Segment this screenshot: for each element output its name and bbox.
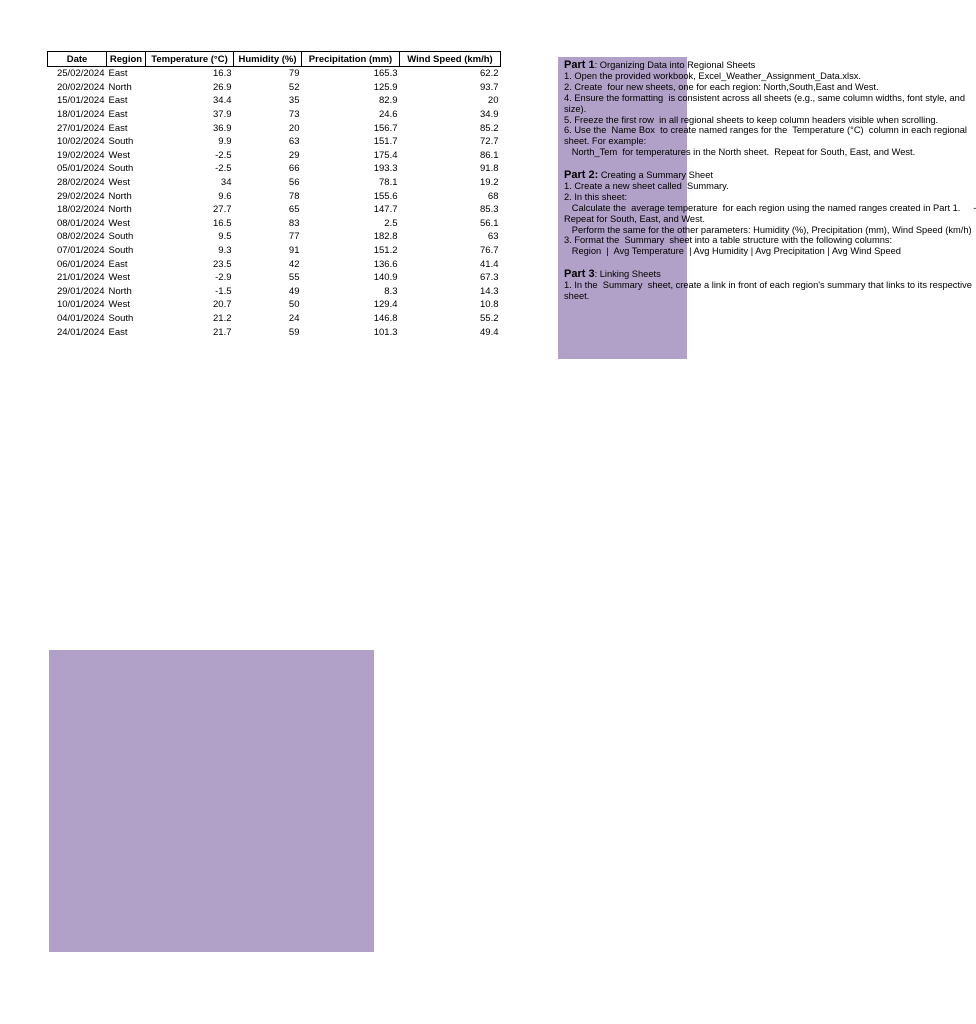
table-cell: 175.4 — [373, 149, 398, 161]
table-cell: 21.7 — [213, 326, 232, 338]
table-cell: 27/01/2024 — [56, 122, 105, 134]
table-header — [48, 52, 501, 67]
table-cell: 10/01/2024 — [56, 299, 105, 311]
right-part1-heading-label: Part 1 — [564, 59, 595, 71]
table-cell: 34.4 — [213, 95, 232, 107]
table-cell: 85.3 — [480, 204, 499, 216]
table-cell: 82.9 — [379, 95, 398, 107]
table-cell: 9.5 — [218, 231, 232, 243]
table-cell: 91.8 — [480, 163, 499, 175]
table-cell: 146.8 — [373, 312, 398, 324]
column-header: Wind Speed (km/h) — [400, 52, 501, 67]
instruction-line: 2. In this sheet: — [564, 191, 628, 202]
table-cell: 25/02/2024 — [56, 68, 105, 80]
table-cell: 151.2 — [373, 245, 398, 257]
table-cell: 49 — [288, 285, 300, 297]
table-cell: 85.2 — [480, 122, 499, 134]
table-cell: 52 — [288, 81, 300, 93]
right-part2-heading — [564, 169, 976, 181]
instruction-line: Perform the same for the other parameters: Humidity (%), Precipitation (mm), Wind Speed (km/h) — [564, 224, 972, 235]
table-cell: 182.8 — [373, 231, 398, 243]
right-part1-heading — [564, 59, 976, 71]
column-header: Region — [107, 52, 146, 67]
spacer — [564, 257, 976, 268]
table-cell: East — [108, 68, 128, 80]
table-cell: East — [108, 122, 128, 134]
right-part3-heading-title: : Linking Sheets — [594, 269, 661, 280]
table-cell: 20 — [288, 122, 300, 134]
table-row — [48, 244, 501, 258]
table-cell: 78.1 — [379, 177, 398, 189]
table-cell: South — [108, 136, 134, 148]
table-cell: 125.9 — [373, 81, 398, 93]
table-cell: -1.5 — [215, 285, 232, 297]
table-cell: 65 — [288, 204, 300, 216]
table-cell: 83 — [288, 217, 300, 229]
table-cell: South — [108, 163, 134, 175]
table-cell: 19/02/2024 — [56, 149, 105, 161]
table-cell: 193.3 — [373, 163, 398, 175]
table-cell: 36.9 — [213, 122, 232, 134]
table-cell: 78 — [288, 190, 300, 202]
instruction-line: 4. Ensure the formatting is consistent across all sheets (e.g., same column widths, font style, and — [564, 92, 965, 103]
table-cell: 59 — [288, 326, 300, 338]
table-cell: 41.4 — [480, 258, 499, 270]
table-row — [48, 81, 501, 95]
table-cell: West — [108, 177, 130, 189]
table-cell: 56 — [288, 177, 300, 189]
table-cell: West — [108, 217, 130, 229]
table-cell: 21.2 — [213, 312, 232, 324]
instructions-panel-right — [558, 57, 976, 359]
table-cell: 18/02/2024 — [56, 204, 105, 216]
table-row — [48, 176, 501, 190]
instruction-line: size). — [564, 103, 587, 114]
table-cell: 28/02/2024 — [56, 177, 105, 189]
table-row — [48, 203, 501, 217]
instruction-line: 1. Open the provided workbook, Excel_Weather_Assignment_Data.xlsx. — [564, 71, 861, 81]
instruction-line: sheet. — [564, 291, 590, 302]
instruction-line: 3. Format the Summary sheet into a table structure with the following columns: — [564, 235, 893, 246]
table-cell: 16.5 — [213, 217, 232, 229]
table-cell: 21/01/2024 — [56, 272, 105, 284]
table-cell: 73 — [288, 109, 300, 121]
right-part3-heading — [564, 268, 976, 280]
table-cell: East — [108, 95, 128, 107]
table-cell: 62.2 — [480, 68, 499, 80]
table-cell: 50 — [288, 299, 300, 311]
table-cell: 9.6 — [218, 190, 232, 202]
table-cell: West — [108, 149, 130, 161]
table-cell: 67.3 — [480, 272, 499, 284]
table-cell: 147.7 — [373, 204, 398, 216]
table-cell: 55 — [288, 272, 300, 284]
table-cell: 29 — [288, 149, 300, 161]
table-cell: 34 — [220, 177, 232, 189]
table-cell: North — [108, 204, 132, 216]
table-cell: East — [108, 258, 128, 270]
table-cell: 35 — [288, 95, 300, 107]
table-cell: 06/01/2024 — [56, 258, 105, 270]
table-cell: 79 — [288, 68, 300, 80]
right-part2-heading-label: Part 2: — [564, 169, 599, 182]
table-cell: 29/01/2024 — [56, 285, 105, 297]
table-cell: 10/02/2024 — [56, 136, 105, 148]
table-cell: 34.9 — [480, 109, 499, 121]
column-header: Date — [48, 52, 107, 67]
table-cell: 8.3 — [384, 285, 398, 297]
instructions-panel-bottom — [49, 650, 374, 952]
table-cell: 91 — [288, 245, 300, 257]
instruction-line: 6. Use the Name Box to create named ranges for the Temperature (°C) column in each regional — [564, 125, 967, 136]
table-cell: 86.1 — [480, 149, 499, 161]
table-cell: 76.7 — [480, 245, 499, 257]
instruction-line: sheet. For example: — [564, 136, 647, 147]
table-cell: 24/01/2024 — [56, 326, 105, 338]
table-cell: 14.3 — [480, 285, 499, 297]
table-cell: 24.6 — [379, 109, 398, 121]
table-row — [48, 162, 501, 176]
right-part2-heading-title: Creating a Summary Sheet — [598, 170, 713, 181]
table-cell: East — [108, 326, 128, 338]
table-cell: 68 — [487, 190, 499, 202]
table-cell: 55.2 — [480, 312, 499, 324]
table-cell: 56.1 — [480, 217, 499, 229]
table-row — [48, 285, 501, 299]
table-row — [48, 121, 501, 135]
table-cell: 23.5 — [213, 258, 232, 270]
right-part1-heading-title: : Organizing Data into Regional Sheets — [594, 60, 756, 70]
table-cell: East — [108, 109, 128, 121]
table-row — [48, 94, 501, 108]
table-cell: 136.6 — [373, 258, 398, 270]
table-cell: South — [108, 245, 134, 257]
column-header: Precipitation (mm) — [302, 52, 400, 67]
table-cell: 05/01/2024 — [56, 163, 105, 175]
table-row — [48, 108, 501, 122]
table-body — [48, 67, 501, 339]
instruction-line: Calculate the average temperature for each region using the named ranges created in Part 1. - — [564, 202, 976, 213]
table-cell: 20.7 — [213, 299, 232, 311]
table-cell: -2.5 — [215, 149, 232, 161]
table-cell: 151.7 — [373, 136, 398, 148]
table-row — [48, 67, 501, 81]
table-cell: 42 — [288, 258, 300, 270]
table-cell: 16.3 — [213, 68, 232, 80]
instruction-line: 1. In the Summary sheet, create a link in front of each region's summary that links to its respective — [564, 280, 972, 291]
instruction-line: North_Tem for temperatures in the North sheet. Repeat for South, East, and West. — [564, 147, 916, 158]
table-cell: 72.7 — [480, 136, 499, 148]
table-cell: 93.7 — [480, 81, 499, 93]
table-cell: 18/01/2024 — [56, 109, 105, 121]
table-cell: 9.9 — [218, 136, 232, 148]
table-cell: 20/02/2024 — [56, 81, 105, 93]
table-cell: 66 — [288, 163, 300, 175]
table-cell: 63 — [288, 136, 300, 148]
column-header: Humidity (%) — [234, 52, 302, 67]
table-cell: 49.4 — [480, 326, 499, 338]
instruction-line: Repeat for South, East, and West. — [564, 213, 705, 224]
column-header: Temperature (°C) — [146, 52, 234, 67]
instruction-line: 1. Create a new sheet called Summary. — [564, 181, 729, 192]
table-row — [48, 298, 501, 312]
table-row — [48, 149, 501, 163]
table-cell: 165.3 — [373, 68, 398, 80]
table-row — [48, 135, 501, 149]
instruction-line: 2. Create four new sheets, one for each region: North,South,East and West. — [564, 81, 879, 92]
table-cell: 156.7 — [373, 122, 398, 134]
table-cell: 08/01/2024 — [56, 217, 105, 229]
table-cell: 27.7 — [213, 204, 232, 216]
table-cell: 07/01/2024 — [56, 245, 105, 257]
instruction-line: Region | Avg Temperature | Avg Humidity | Avg Precipitation | Avg Wind Speed — [564, 246, 901, 257]
table-cell: 15/01/2024 — [56, 95, 105, 107]
table-cell: 08/02/2024 — [56, 231, 105, 243]
table-cell: 101.3 — [373, 326, 398, 338]
table-cell: 26.9 — [213, 81, 232, 93]
table-cell: 9.3 — [218, 245, 232, 257]
table-cell: 155.6 — [373, 190, 398, 202]
table-row — [48, 217, 501, 231]
table-cell: 19.2 — [480, 177, 499, 189]
table-cell: -2.5 — [215, 163, 232, 175]
table-cell: 37.9 — [213, 109, 232, 121]
table-cell: 2.5 — [384, 217, 398, 229]
table-cell: 24 — [288, 312, 300, 324]
table-cell: 129.4 — [373, 299, 398, 311]
right-part3-heading-label: Part 3 — [564, 268, 595, 281]
table-row — [48, 312, 501, 326]
table-cell: North — [108, 190, 132, 202]
table-cell: North — [108, 285, 132, 297]
table-cell: 04/01/2024 — [56, 312, 105, 324]
table-cell: 10.8 — [480, 299, 499, 311]
table-row — [48, 325, 501, 339]
table-row — [48, 230, 501, 244]
table-cell: 140.9 — [373, 272, 398, 284]
table-cell: West — [108, 272, 130, 284]
table-cell: South — [108, 312, 134, 324]
table-cell: 77 — [288, 231, 300, 243]
weather-data-table — [47, 51, 501, 339]
table-cell: South — [108, 231, 134, 243]
table-row — [48, 189, 501, 203]
table-cell: North — [108, 81, 132, 93]
spacer — [564, 158, 976, 169]
table-row — [48, 271, 501, 285]
table-cell: -2.9 — [215, 272, 232, 284]
table-cell: West — [108, 299, 130, 311]
instruction-line: 5. Freeze the first row in all regional sheets to keep column headers visible when scrolling. — [564, 114, 939, 125]
table-cell: 20 — [487, 95, 499, 107]
table-cell: 63 — [487, 231, 499, 243]
table-row — [48, 257, 501, 271]
table-cell: 29/02/2024 — [56, 190, 105, 202]
